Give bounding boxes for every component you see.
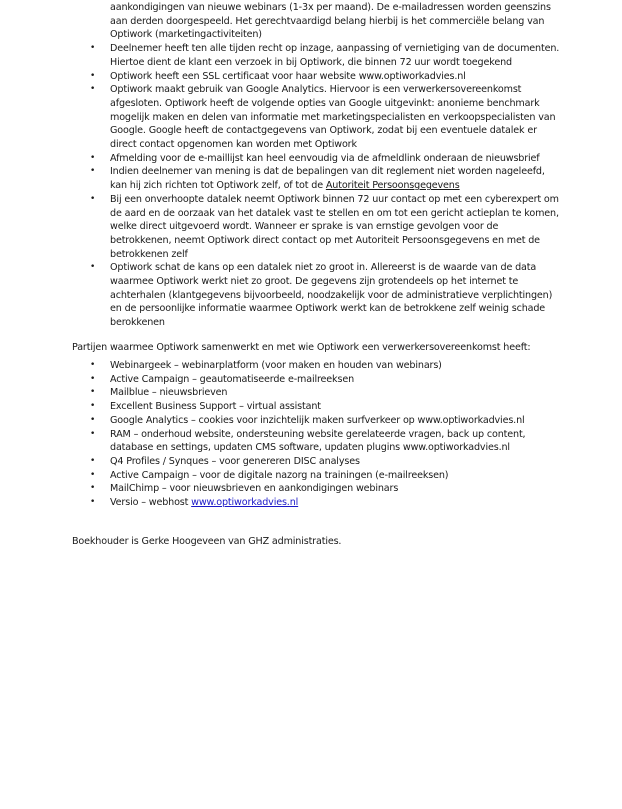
bullet-icon: • xyxy=(90,455,96,466)
partner-item xyxy=(90,455,560,469)
partner-text: MailChimp – voor nieuwsbrieven en aankondigingen webinars xyxy=(110,483,399,495)
list-item xyxy=(90,42,560,69)
privacy-bullet-list xyxy=(90,1,560,330)
bullet-icon: • xyxy=(90,193,96,204)
list-item-text: Bij een onverhoopte datalek neemt Optiwork binnen 72 uur contact op met een cyberexpert om de aard en de oorzaak van het datalek vast te stellen en om tot een gericht actieplan te komen, welke direct uitgevoerd wordt. Wanneer er sprake is van ernstige gevolgen voor de betrokkenen, neemt Optiwork direct contact op met Autoriteit Persoonsgegevens en met de betrokkenen zelf xyxy=(110,193,559,260)
bullet-icon: • xyxy=(90,387,96,398)
bullet-icon: • xyxy=(90,469,96,480)
list-item-text: Indien deelnemer van mening is dat de bepalingen van dit reglement niet worden nageleefd, kan hij zich richten tot Optiwork zelf, of tot de xyxy=(110,166,545,192)
continuation-line: aankondigingen van nieuwe webinars (1-3x per maand). De e-mailadressen worden geenszins xyxy=(110,2,551,13)
bullet-icon: • xyxy=(90,401,96,412)
partner-text: Mailblue – nieuwsbrieven xyxy=(110,387,228,399)
partner-item xyxy=(90,428,560,455)
bullet-icon: • xyxy=(90,360,96,370)
list-item-text: Optiwork heeft een SSL certificaat voor haar website www.optiworkadvies.nl xyxy=(110,70,466,82)
list-item-text: Optiwork schat de kans op een datalek niet zo groot in. Allereerst is de waarde van de data waarmee Optiwork werkt niet zo groot. De gegevens zijn grotendeels op het internet te achterhalen (klantgegevens bijvoorbeeld, noodzakelijk voor de administratieve verplichtingen) en de persoonlijke informatie waarmee Optiwork werkt kan de betrokkene zelf weinig schade berokkenen xyxy=(110,262,553,329)
bullet-icon: • xyxy=(90,70,96,81)
bookkeeper-text: Boekhouder is Gerke Hoogeveen van GHZ administraties. xyxy=(72,535,342,547)
partners-intro: Partijen waarmee Optiwork samenwerkt en met wie Optiwork een verwerkersovereenkomst heeft: xyxy=(72,341,531,353)
partner-text: Versio – webhost xyxy=(110,497,192,509)
partner-text: Active Campaign – voor de digitale nazorg na trainingen (e-mailreeksen) xyxy=(110,469,449,481)
bullet-icon: • xyxy=(90,414,96,425)
continuation-line: Optiwork (marketingactiviteiten) xyxy=(110,29,262,41)
partner-item xyxy=(90,359,560,373)
list-item-text: Afmelding voor de e-maillijst kan heel eenvoudig via de afmeldlink onderaan de nieuwsbrief xyxy=(110,152,540,164)
bullet-icon: • xyxy=(90,262,96,273)
list-item xyxy=(90,165,560,192)
bullet-icon: • xyxy=(90,43,96,54)
partner-item xyxy=(90,400,560,414)
partner-text: Active Campaign – geautomatiseerde e-mailreeksen xyxy=(110,373,354,385)
partner-text: RAM – onderhoud website, ondersteuning website gerelateerde vragen, back up content, database en settings, updaten CMS software, updaten plugins www.optiworkadvies.nl xyxy=(110,428,526,454)
bullet-icon: • xyxy=(90,483,96,494)
list-item xyxy=(90,193,560,262)
optiworkadvies-link[interactable]: www.optiworkadvies.nl xyxy=(191,497,299,509)
partner-item xyxy=(90,469,560,483)
list-item-text: Optiwork maakt gebruik van Google Analytics. Hiervoor is een verwerkersovereenkomst afgesloten. Optiwork heeft de volgende opties van Google uitgevinkt: anonieme benchmark mogelijk maken en delen van informatie met marketingspecialisten en verkoopspecialisten van Google. Google heeft de contactgegevens van Optiwork, zodat bij een eventuele datalek er direct contact opgenomen kan worden met Optiwork xyxy=(110,84,556,151)
bullet-icon: • xyxy=(90,428,96,439)
bullet-icon: • xyxy=(90,166,96,177)
continuation-line: aan derden doorgespeeld. Het gerechtvaardigd belang hierbij is het commerciële belang van xyxy=(110,15,545,27)
list-item xyxy=(90,70,560,84)
bullet-icon: • xyxy=(90,152,96,163)
partner-item xyxy=(90,386,560,400)
partner-item xyxy=(90,414,560,428)
bullet-icon: • xyxy=(90,373,96,384)
partner-item xyxy=(90,373,560,387)
list-item xyxy=(90,83,560,152)
partner-text: Q4 Profiles / Synques – voor genereren DISC analyses xyxy=(110,455,360,467)
list-item-continuation xyxy=(90,1,560,42)
partner-text: Excellent Business Support – virtual assistant xyxy=(110,401,321,413)
list-item-text: Deelnemer heeft ten alle tijden recht op inzage, aanpassing of vernietiging van de documenten. Hiertoe dient de klant een verzoek in bij Optiwork, die binnen 72 uur wordt toegekend xyxy=(110,43,560,68)
partner-item xyxy=(90,482,560,496)
partner-text: Google Analytics – cookies voor inzichtelijk maken surfverkeer op www.optiworkadvies.nl xyxy=(110,414,525,426)
partners-list xyxy=(90,359,560,510)
list-item xyxy=(90,261,560,330)
bullet-icon: • xyxy=(90,84,96,95)
partner-item xyxy=(90,496,560,510)
bullet-icon: • xyxy=(90,497,96,508)
partner-text: Webinargeek – webinarplatform (voor maken en houden van webinars) xyxy=(110,360,442,371)
autoriteit-persoonsgegevens-link[interactable]: Autoriteit Persoonsgegevens xyxy=(325,180,460,192)
list-item xyxy=(90,152,560,166)
